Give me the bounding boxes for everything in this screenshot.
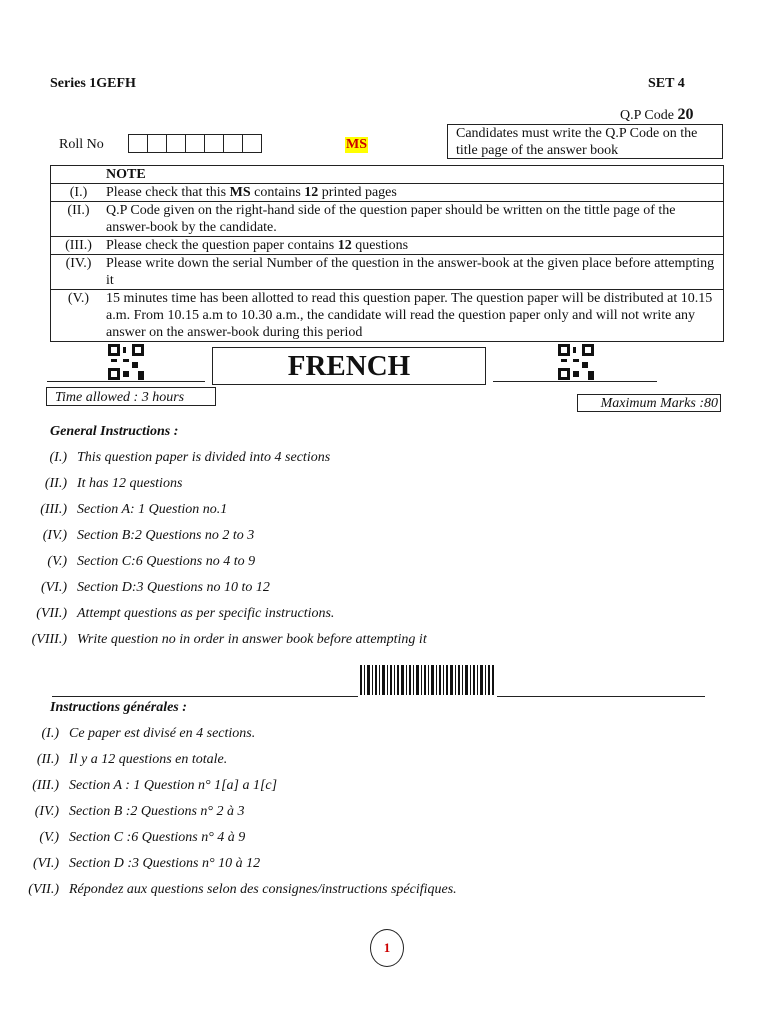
list-item: (IV.) Section B:2 Questions no 2 to 3 [42,528,255,543]
list-item: (VII.) Attempt questions as per specific instructions. [36,606,335,621]
list-item: (IV.) Section B :2 Questions n° 2 à 3 [34,804,245,819]
general-instructions-title: General Instructions : [50,424,179,439]
note-row: (III.) Please check the question paper contains 12 questions [51,236,723,254]
list-item: (III.) Section A: 1 Question no.1 [40,502,228,517]
qp-code [620,106,693,124]
qr-code-icon [108,344,144,380]
list-item: (V.) Section C :6 Questions n° 4 à 9 [39,830,246,845]
qp-code-label: Q.P Code [620,108,674,123]
list-item: (VI.) Section D:3 Questions no 10 to 12 [40,580,270,595]
note-row: (I.) Please check that this MS contains 12 printed pages [51,183,723,201]
barcode-icon [360,665,494,695]
candidate-note-box: Candidates must write the Q.P Code on the title page of the answer book [447,124,723,159]
list-item: (III.) Section A : 1 Question n° 1[a] a 1[c] [32,778,278,793]
qp-code-value: 20 [677,106,694,123]
list-item: (II.) Il y a 12 questions en totale. [36,752,228,767]
note-row: (II.) Q.P Code given on the right-hand side of the question paper should be written on the tittle page of the answer-book by the candidate. [51,201,723,236]
list-item: (VI.) Section D :3 Questions n° 10 à 12 [32,856,261,871]
list-item: (VII.) Répondez aux questions selon des consignes/instructions spécifiques. [28,882,457,897]
roll-no-boxes[interactable] [128,134,262,153]
list-item: (I.) This question paper is divided into 4 sections [49,450,331,465]
list-item: (II.) It has 12 questions [44,476,183,491]
note-heading: NOTE [106,167,146,182]
subject-title: FRENCH [212,347,486,385]
divider-line [493,381,657,382]
page-number: 1 [370,929,404,967]
divider-line [497,696,705,697]
set-label: SET 4 [648,76,685,91]
maximum-marks: Maximum Marks :80 [577,394,721,412]
series-label: Series 1GEFH [50,76,136,91]
ms-label: MS [346,137,367,152]
list-item: (I.) Ce paper est divisé en 4 sections. [41,726,256,741]
list-item: (VIII.) Write question no in order in answer book before attempting it [31,632,427,647]
list-item: (V.) Section C:6 Questions no 4 to 9 [47,554,256,569]
qr-code-icon [558,344,594,380]
divider-line [52,696,358,697]
note-table [50,165,724,342]
note-row: (IV.) Please write down the serial Number of the question in the answer-book at the given place before attempting it [51,254,723,289]
divider-line [47,381,205,382]
roll-no-label: Roll No [59,137,104,152]
instructions-generales-title: Instructions générales : [50,700,187,715]
time-allowed: Time allowed : 3 hours [46,387,216,406]
note-row: (V.) 15 minutes time has been allotted to read this question paper. The question paper will be distributed at 10.15 a.m. From 10.15 a.m to 10.30 a.m., the candidate will read the question paper only and will not write any answer on the answer-book during this period [51,289,723,341]
